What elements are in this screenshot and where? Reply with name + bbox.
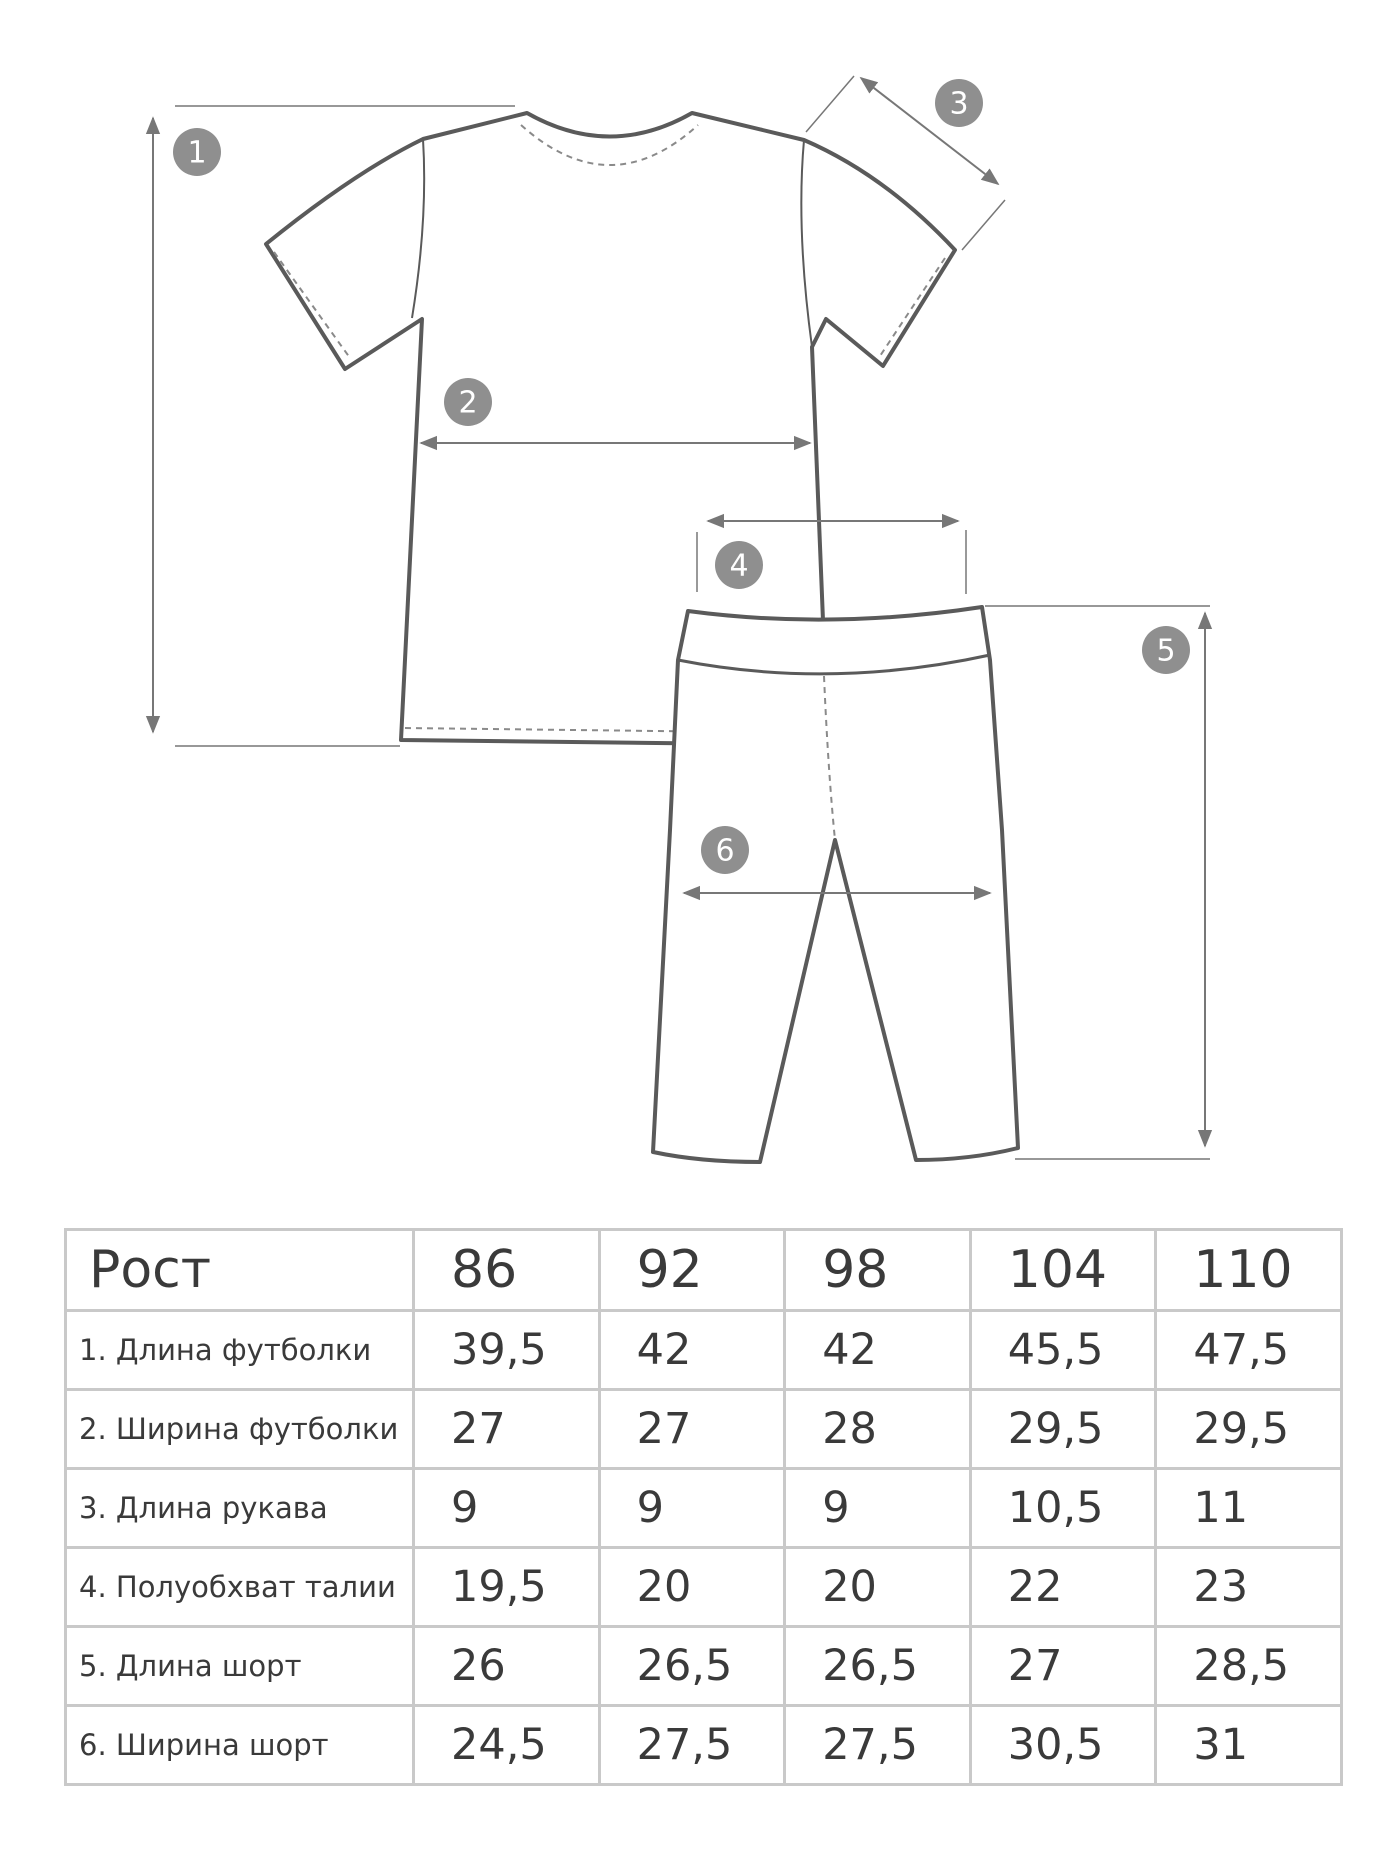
size-header: 98	[785, 1230, 971, 1311]
table-header-row	[66, 1230, 1342, 1311]
size-header: 86	[414, 1230, 600, 1311]
table-row	[66, 1469, 1342, 1548]
table-cell: 29,5	[970, 1390, 1156, 1469]
table-cell: 45,5	[970, 1311, 1156, 1390]
table-cell: 20	[785, 1548, 971, 1627]
table-cell: 9	[785, 1469, 971, 1548]
svg-text:5: 5	[1156, 633, 1176, 669]
row-label: 6. Ширина шорт	[66, 1706, 414, 1785]
table-cell: 9	[414, 1469, 600, 1548]
table-cell: 24,5	[414, 1706, 600, 1785]
svg-text:6: 6	[715, 833, 735, 869]
table-row	[66, 1548, 1342, 1627]
table-cell: 11	[1156, 1469, 1342, 1548]
svg-text:3: 3	[949, 86, 969, 122]
svg-text:4: 4	[729, 548, 749, 584]
size-table	[64, 1228, 1343, 1786]
height-header: Рост	[66, 1230, 414, 1311]
table-cell: 19,5	[414, 1548, 600, 1627]
marker-4	[715, 541, 763, 589]
table-cell: 47,5	[1156, 1311, 1342, 1390]
table-cell: 20	[599, 1548, 785, 1627]
size-header: 104	[970, 1230, 1156, 1311]
table-cell: 27	[599, 1390, 785, 1469]
table-cell: 28,5	[1156, 1627, 1342, 1706]
table-row	[66, 1311, 1342, 1390]
table-cell: 26	[414, 1627, 600, 1706]
size-header: 92	[599, 1230, 785, 1311]
marker-2	[444, 378, 492, 426]
table-cell: 22	[970, 1548, 1156, 1627]
table-cell: 39,5	[414, 1311, 600, 1390]
table-cell: 27,5	[785, 1706, 971, 1785]
marker-5	[1142, 626, 1190, 674]
table-cell: 31	[1156, 1706, 1342, 1785]
table-cell: 27	[414, 1390, 600, 1469]
table-row	[66, 1627, 1342, 1706]
size-header: 110	[1156, 1230, 1342, 1311]
table-cell: 26,5	[785, 1627, 971, 1706]
row-label: 1. Длина футболки	[66, 1311, 414, 1390]
table-cell: 42	[785, 1311, 971, 1390]
table-cell: 23	[1156, 1548, 1342, 1627]
pants-drawing	[653, 607, 1018, 1162]
table-cell: 10,5	[970, 1469, 1156, 1548]
marker-3	[935, 79, 983, 127]
table-cell: 26,5	[599, 1627, 785, 1706]
table-cell: 27,5	[599, 1706, 785, 1785]
row-label: 4. Полуобхват талии	[66, 1548, 414, 1627]
table-cell: 42	[599, 1311, 785, 1390]
table-cell: 27	[970, 1627, 1156, 1706]
marker-1	[173, 128, 221, 176]
svg-text:1: 1	[187, 135, 207, 171]
table-cell: 30,5	[970, 1706, 1156, 1785]
table-cell: 29,5	[1156, 1390, 1342, 1469]
row-label: 5. Длина шорт	[66, 1627, 414, 1706]
table-row	[66, 1390, 1342, 1469]
row-label: 2. Ширина футболки	[66, 1390, 414, 1469]
table-cell: 9	[599, 1469, 785, 1548]
marker-6	[701, 826, 749, 874]
row-label: 3. Длина рукава	[66, 1469, 414, 1548]
svg-text:2: 2	[458, 385, 478, 421]
table-row	[66, 1706, 1342, 1785]
table-cell: 28	[785, 1390, 971, 1469]
